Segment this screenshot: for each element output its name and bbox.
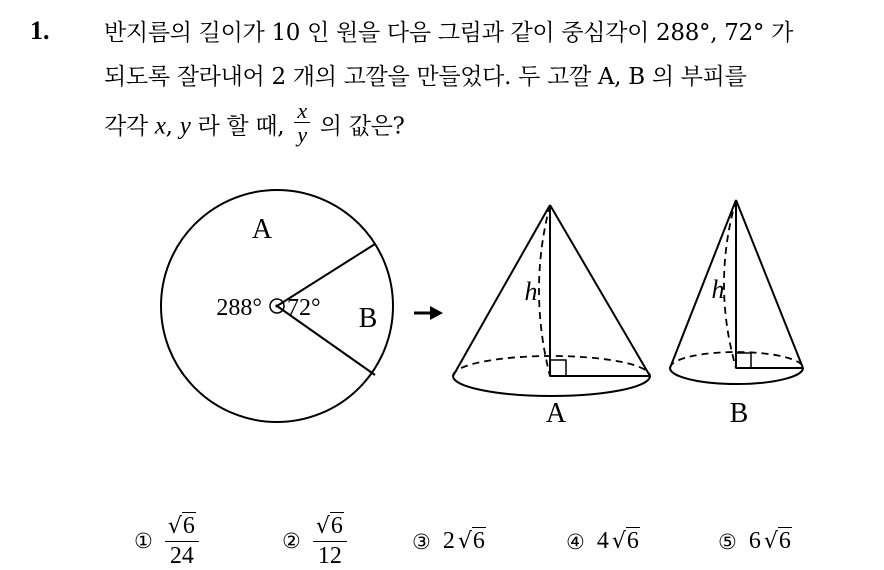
- choice-5-coef: 6: [748, 528, 761, 554]
- question-number: 1.: [30, 16, 50, 45]
- cone-b: [670, 200, 803, 384]
- choice-5-mark: ⑤: [718, 529, 737, 554]
- choice-3-sqrt: √6: [457, 528, 485, 554]
- choice-4-mark: ④: [566, 529, 585, 554]
- variable-y: y: [179, 112, 191, 140]
- choice-2[interactable]: [282, 512, 347, 570]
- choice-1-fraction: [165, 512, 199, 570]
- choice-1[interactable]: [134, 512, 199, 570]
- cone-a: [453, 205, 650, 396]
- variable-x: x: [154, 112, 166, 140]
- choice-2-sqrt: √6: [315, 513, 343, 539]
- choice-4-coef: 4: [596, 528, 609, 554]
- question-line-2: 되도록 잘라내어 2 개의 고깔을 만들었다. 두 고깔 A, B 의 부피를: [104, 64, 747, 90]
- choice-1-denominator: 24: [169, 543, 194, 569]
- choice-5-sqrt: √6: [763, 528, 791, 554]
- choice-4[interactable]: [566, 528, 640, 555]
- question-line-1: 반지름의 길이가 10 인 원을 다음 그림과 같이 중심각이 288°, 72° 가: [104, 20, 794, 46]
- cone-a-height-label: h: [524, 277, 538, 306]
- cone-b-label: B: [729, 398, 749, 429]
- choice-1-sqrt: √6: [167, 513, 195, 539]
- choice-1-mark: ①: [134, 529, 153, 553]
- arrow-icon: [414, 306, 443, 320]
- angle-72-label: 72°: [287, 295, 321, 321]
- choice-3-mark: ③: [412, 529, 431, 554]
- fraction-denominator: y: [297, 122, 307, 147]
- choice-4-sqrt: √6: [611, 528, 639, 554]
- fraction-numerator: x: [294, 100, 309, 123]
- line3-prefix: 각각: [104, 113, 148, 140]
- choice-5[interactable]: [718, 528, 792, 555]
- circle-label-b: B: [358, 303, 378, 334]
- line3-mid: 라 할 때,: [197, 113, 285, 140]
- cone-b-height-label: h: [711, 275, 725, 304]
- angle-288-label: 288°: [216, 295, 262, 321]
- choice-2-denominator: 12: [317, 543, 342, 569]
- line3-suffix: 의 값은?: [319, 113, 405, 140]
- choice-3[interactable]: [412, 528, 486, 555]
- comma: ,: [165, 113, 173, 140]
- cone-a-label: A: [545, 398, 567, 429]
- choice-2-mark: ②: [282, 529, 301, 553]
- circle-label-a: A: [251, 214, 273, 245]
- choice-3-coef: 2: [442, 528, 455, 554]
- answer-choices: [0, 512, 884, 570]
- center-dot: [275, 304, 278, 307]
- choice-2-fraction: [313, 512, 347, 570]
